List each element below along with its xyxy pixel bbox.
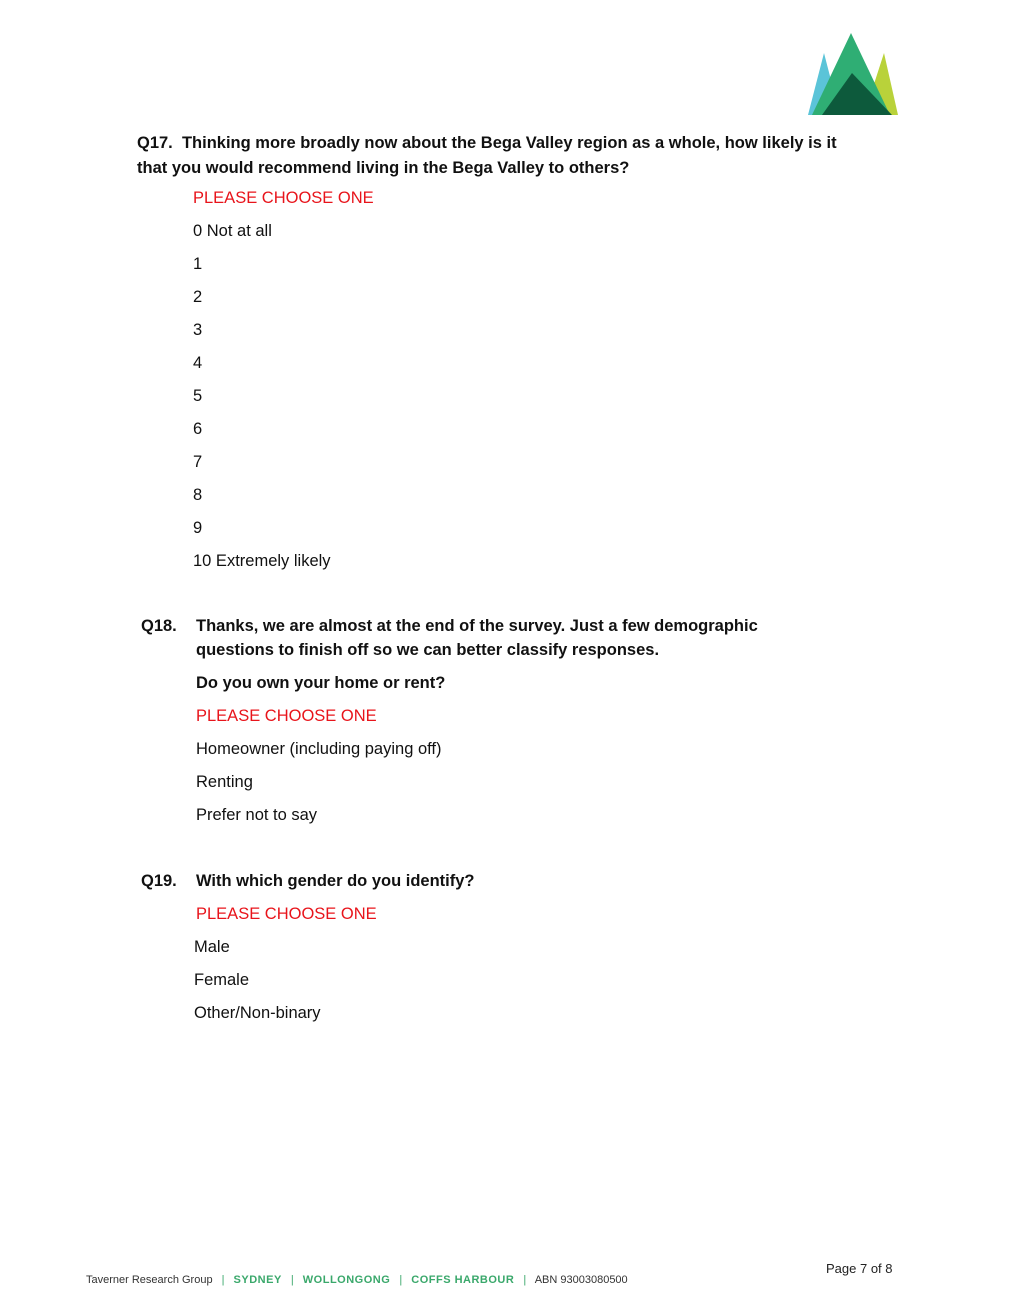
q17-instruction: PLEASE CHOOSE ONE bbox=[193, 189, 374, 207]
q19-number: Q19. bbox=[141, 872, 177, 890]
q18-subquestion: Do you own your home or rent? bbox=[196, 674, 446, 692]
q17-option[interactable]: 5 bbox=[193, 387, 203, 405]
q17-option[interactable]: 1 bbox=[193, 255, 203, 273]
q18-instruction: PLEASE CHOOSE ONE bbox=[196, 707, 377, 725]
q17-option[interactable]: 6 bbox=[193, 420, 203, 438]
q17-title-line2: that you would recommend living in the Bega Valley to others? bbox=[137, 159, 630, 177]
q17-option[interactable]: 0 Not at all bbox=[193, 222, 272, 240]
footer-separator: | bbox=[221, 1274, 225, 1286]
footer-abn: ABN 93003080500 bbox=[534, 1274, 628, 1286]
q17-option[interactable]: 4 bbox=[193, 354, 203, 372]
q19-option[interactable]: Female bbox=[194, 971, 250, 989]
q17-option[interactable]: 3 bbox=[193, 321, 203, 339]
footer-separator: | bbox=[290, 1274, 294, 1286]
q18-options bbox=[196, 739, 442, 838]
footer-city: SYDNEY bbox=[233, 1274, 282, 1286]
q18-option[interactable]: Homeowner (including paying off) bbox=[196, 740, 442, 758]
footer-company: Taverner Research Group bbox=[86, 1274, 213, 1286]
company-logo bbox=[804, 33, 900, 117]
q19-option[interactable]: Other/Non-binary bbox=[194, 1004, 321, 1022]
q19-option[interactable]: Male bbox=[194, 938, 230, 956]
q17-option[interactable]: 2 bbox=[193, 288, 203, 306]
q17-option[interactable]: 8 bbox=[193, 486, 203, 504]
footer-city: COFFS HARBOUR bbox=[411, 1274, 515, 1286]
page-number: Page 7 of 8 bbox=[826, 1261, 893, 1276]
q17-option[interactable]: 10 Extremely likely bbox=[193, 552, 331, 570]
footer bbox=[86, 1273, 628, 1287]
q18-option[interactable]: Prefer not to say bbox=[196, 806, 318, 824]
q17-title bbox=[137, 131, 917, 155]
footer-separator: | bbox=[523, 1274, 527, 1286]
q18-title-line1: Thanks, we are almost at the end of the survey. Just a few demographic bbox=[196, 617, 758, 635]
q18-number: Q18. bbox=[141, 617, 177, 635]
footer-separator: | bbox=[399, 1274, 403, 1286]
q18-title-line2: questions to finish off so we can better classify responses. bbox=[196, 641, 660, 659]
q19-instruction: PLEASE CHOOSE ONE bbox=[196, 905, 377, 923]
footer-city: WOLLONGONG bbox=[302, 1274, 391, 1286]
q19-options bbox=[194, 937, 321, 1036]
q19-title: With which gender do you identify? bbox=[196, 872, 475, 890]
q17-title-line1: Thinking more broadly now about the Bega Valley region as a whole, how likely is it bbox=[181, 134, 837, 152]
q17-number: Q17. bbox=[137, 134, 173, 152]
q18-option[interactable]: Renting bbox=[196, 773, 253, 791]
q17-option[interactable]: 7 bbox=[193, 453, 203, 471]
q17-option[interactable]: 9 bbox=[193, 519, 203, 537]
q17-options bbox=[193, 221, 331, 584]
